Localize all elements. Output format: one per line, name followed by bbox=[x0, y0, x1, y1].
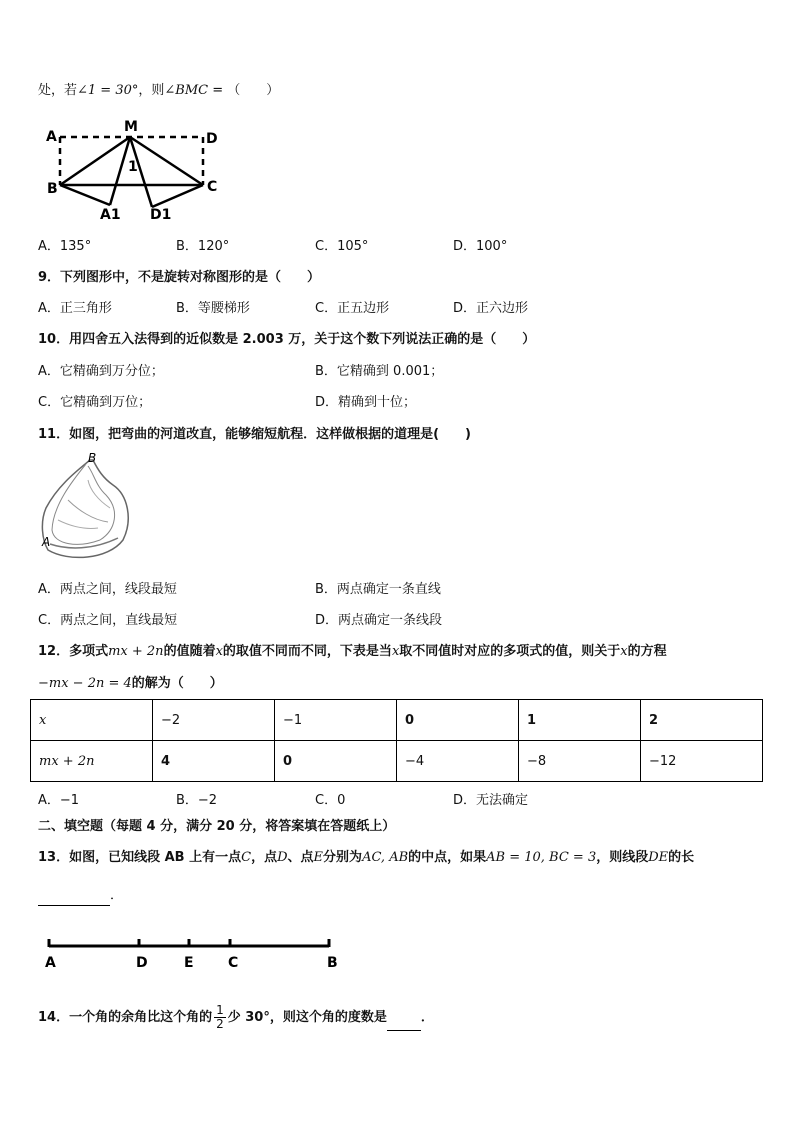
q8-option-d[interactable]: D．100° bbox=[453, 239, 508, 254]
q8-label-a1: A1 bbox=[100, 207, 121, 223]
q8-stem: 处，若∠1 = 30°，则∠BMC = （ ） bbox=[38, 83, 280, 98]
table-cell: 0 bbox=[397, 700, 519, 741]
q13-segment-figure bbox=[40, 934, 350, 974]
q10-stem: 10．用四舍五入法得到的近似数是 2.003 万，关于这个数下列说法正确的是（ ） bbox=[38, 332, 536, 347]
q9-option-c[interactable]: C．正五边形 bbox=[315, 301, 390, 316]
q13-point-d: D bbox=[136, 955, 148, 971]
q14-stem: 14．一个角的余角比这个角的 $\frac{1}{2}$ 少 30°，则这个角的度数是 ． bbox=[38, 1003, 434, 1031]
q14-answer-blank[interactable] bbox=[387, 1006, 421, 1031]
table-cell: −12 bbox=[641, 741, 763, 782]
table-cell: −8 bbox=[519, 741, 641, 782]
q8-label-b: B bbox=[47, 181, 58, 197]
q13-stem: 13．如图，已知线段 AB 上有一点C，点D、点E分别为AC, AB的中点，如果AB = 10, BC = 3，则线段DE的长 bbox=[38, 850, 695, 865]
q8-option-a[interactable]: A．135° bbox=[38, 239, 92, 254]
q11-label-a: A bbox=[42, 535, 51, 549]
q12-option-d[interactable]: D．无法确定 bbox=[453, 793, 529, 808]
q8-label-d1: D1 bbox=[150, 207, 172, 223]
q12-stem-line1: 12．多项式mx + 2n的值随着x的取值不同而不同，下表是当x取不同值时对应的多项式的值，则关于x的方程 bbox=[38, 644, 667, 659]
table-header-poly: mx + 2n bbox=[31, 741, 153, 782]
q11-option-d[interactable]: D．两点确定一条线段 bbox=[315, 613, 443, 628]
q11-label-b: B bbox=[88, 451, 97, 465]
q8-figure bbox=[40, 115, 240, 225]
q9-option-b[interactable]: B．等腰梯形 bbox=[176, 301, 250, 316]
q8-label-a: A bbox=[46, 129, 57, 145]
q8-label-1: 1 bbox=[128, 159, 138, 175]
q8-label-d: D bbox=[206, 131, 218, 147]
q10-option-b[interactable]: B．它精确到 0.001； bbox=[315, 364, 444, 379]
q12-option-b[interactable]: B．−2 bbox=[176, 793, 218, 808]
table-cell: 0 bbox=[275, 741, 397, 782]
q12-option-c[interactable]: C．0 bbox=[315, 793, 346, 808]
q12-equation-math: −mx − 2n = 4 bbox=[38, 676, 132, 691]
q8-label-c: C bbox=[207, 179, 218, 195]
q14-fraction: $\frac{1}{2}$ bbox=[216, 1003, 224, 1031]
q11-option-c[interactable]: C．两点之间，直线最短 bbox=[38, 613, 178, 628]
table-row bbox=[31, 700, 763, 741]
q13-point-a: A bbox=[45, 955, 56, 971]
q11-option-b[interactable]: B．两点确定一条直线 bbox=[315, 582, 441, 597]
q9-option-d[interactable]: D．正六边形 bbox=[453, 301, 529, 316]
q8-label-m: M bbox=[124, 119, 138, 135]
q12-stem-line2: −mx − 2n = 4的解为（ ） bbox=[38, 676, 223, 691]
section2-heading: 二、填空题（每题 4 分，满分 20 分，将答案填在答题纸上） bbox=[38, 819, 396, 834]
q10-option-c[interactable]: C．它精确到万位； bbox=[38, 395, 152, 410]
table-cell: −4 bbox=[397, 741, 519, 782]
q11-river-figure bbox=[38, 450, 133, 572]
q10-option-a[interactable]: A．它精确到万分位； bbox=[38, 364, 164, 379]
q11-stem: 11．如图，把弯曲的河道改直，能够缩短航程．这样做根据的道理是( ) bbox=[38, 427, 471, 442]
table-cell: −2 bbox=[153, 700, 275, 741]
table-cell: −1 bbox=[275, 700, 397, 741]
table-cell: 1 bbox=[519, 700, 641, 741]
q12-value-table bbox=[30, 699, 763, 782]
q13-point-e: E bbox=[184, 955, 194, 971]
q8-angle-math: ∠1 = 30° bbox=[77, 83, 139, 98]
q9-stem: 9．下列图形中，不是旋转对称图形的是（ ） bbox=[38, 270, 321, 285]
table-row bbox=[31, 741, 763, 782]
q13-point-c: C bbox=[228, 955, 239, 971]
table-cell: 2 bbox=[641, 700, 763, 741]
q8-option-b[interactable]: B．120° bbox=[176, 239, 230, 254]
q12-option-a[interactable]: A．−1 bbox=[38, 793, 80, 808]
table-header-x: x bbox=[31, 700, 153, 741]
q9-option-a[interactable]: A．正三角形 bbox=[38, 301, 112, 316]
q13-point-b: B bbox=[327, 955, 338, 971]
q13-answer-blank[interactable] bbox=[38, 887, 110, 906]
table-cell: 4 bbox=[153, 741, 275, 782]
q12-poly-math: mx + 2n bbox=[108, 644, 164, 659]
q11-option-a[interactable]: A．两点之间，线段最短 bbox=[38, 582, 177, 597]
q8-bmc-math: ∠BMC bbox=[164, 83, 209, 98]
q8-option-c[interactable]: C．105° bbox=[315, 239, 369, 254]
q10-option-d[interactable]: D．精确到十位； bbox=[315, 395, 417, 410]
q13-answer-line: ． bbox=[38, 887, 123, 906]
